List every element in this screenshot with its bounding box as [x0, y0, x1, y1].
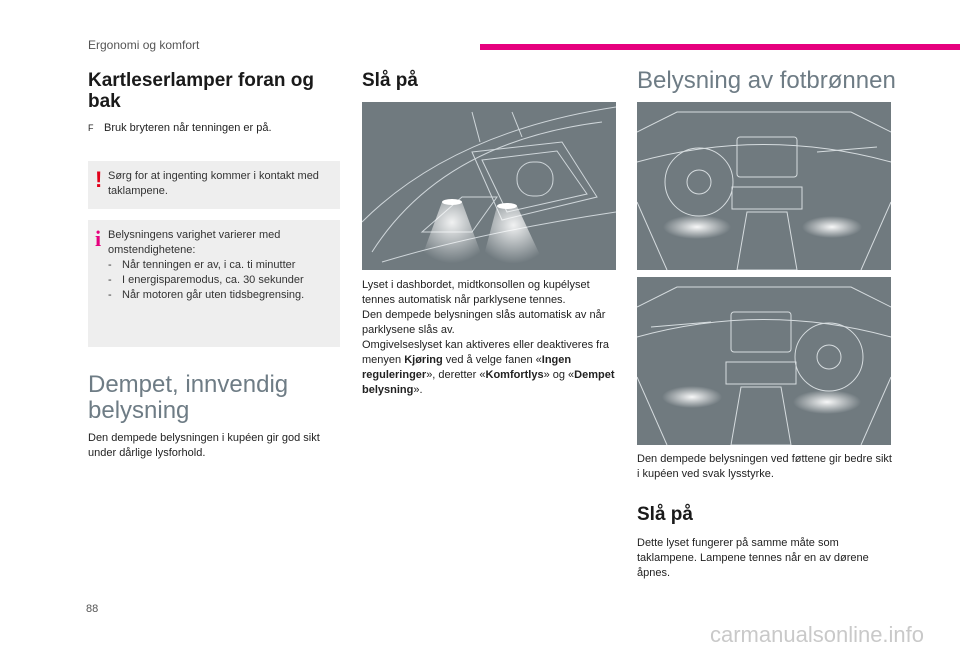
footwell-rhd-illustration — [637, 277, 891, 445]
instruction-text: Bruk bryteren når tenningen er på. — [104, 122, 272, 134]
dimmed-lighting-text: Den dempede belysningen i kupéen gir god sikt under dårlige lysforhold. — [88, 432, 320, 459]
ceiling-lamps-illustration — [362, 102, 616, 270]
footwell-caption: Den dempede belysningen ved føttene gir bedre sikt i kupéen ved svak lysstyrke. — [637, 453, 892, 480]
footwell-lhd-illustration — [637, 102, 891, 270]
footwell-rhd-drawing — [637, 277, 891, 445]
exclamation-icon: ! — [95, 167, 103, 192]
paragraph-1: Lyset i dashbordet, midtkonsollen og kupélyset tennes automatisk når parklysene tennes. — [362, 279, 590, 306]
title-footwell-lighting: Belysning av fotbrønnen — [637, 67, 896, 94]
list-item: - Når motoren går uten tidsbegrensing. — [108, 289, 305, 301]
footwell-lhd-drawing — [637, 102, 891, 270]
list-item: - Når tenningen er av, i ca. ti minutter — [108, 259, 296, 271]
page-number: 88 — [86, 603, 99, 615]
list-item: - I energisparemodus, ca. 30 sekunder — [108, 274, 304, 286]
info-text — [108, 228, 332, 303]
title-map-reading-lamps: Kartleserlamper foran og bak — [88, 70, 314, 112]
warning-box — [88, 161, 340, 209]
title-turn-on: Slå på — [362, 70, 418, 91]
info-intro: Belysningens varighet varierer med omstendighetene: — [108, 229, 281, 256]
section-label: Ergonomi og komfort — [88, 38, 200, 52]
footwell-turn-on-text: Dette lyset fungerer på samme måte som taklampene. Lampene tennes når en av dørene åpnes. — [637, 537, 869, 579]
paragraph-3: Omgivelseslyset kan aktiveres eller deaktiveres fra menyen Kjøring ved å velge fanen «Ingen reguleringer», deretter «Komfortlys» og «Dempet belysning». — [362, 339, 615, 396]
info-box — [88, 220, 340, 347]
turn-on-text — [362, 278, 622, 398]
info-icon: i — [95, 226, 102, 251]
instruction-bullet-icon: F — [88, 123, 94, 133]
ceiling-lamps-drawing — [362, 102, 616, 270]
paragraph-2: Den dempede belysningen slås automatisk av når parklysene slås av. — [362, 309, 606, 336]
title-dimmed-lighting: Dempet, innvendig belysning — [88, 371, 289, 424]
warning-text: Sørg for at ingenting kommer i kontakt med taklampene. — [108, 170, 319, 197]
header-accent-bar — [480, 44, 960, 50]
watermark: carmanualsonline.info — [710, 622, 925, 647]
title-turn-on-footwell: Slå på — [637, 504, 693, 525]
instruction-line — [88, 121, 338, 136]
